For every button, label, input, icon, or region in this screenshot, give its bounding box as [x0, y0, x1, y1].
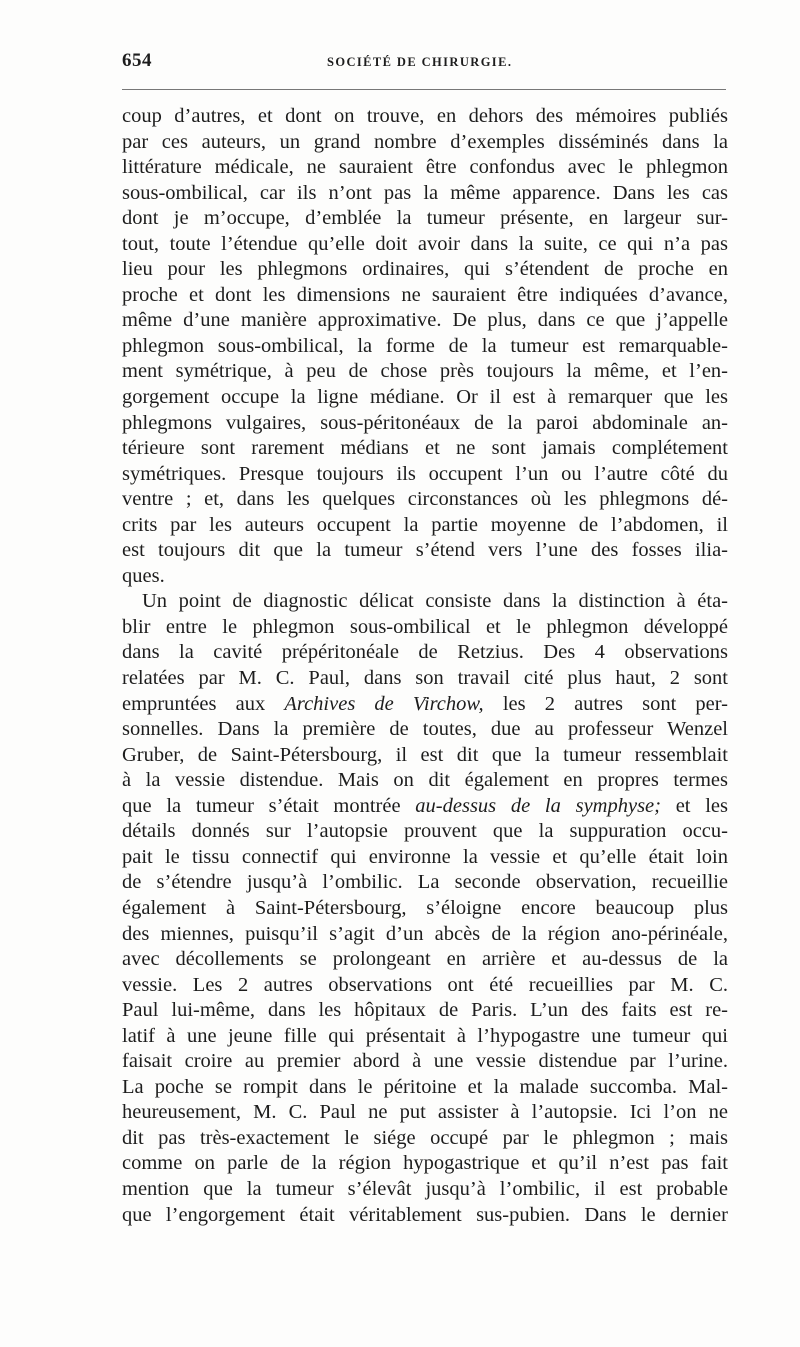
- italic-phrase: au-dessus de la symphyse;: [415, 794, 661, 817]
- header-rule: [122, 89, 726, 90]
- text-line: gorgement occupe la ligne médiane. Or il est à remarquer que les: [122, 386, 728, 409]
- text-line: phlegmon sous-ombilical, la forme de la tumeur est remarquable-: [122, 334, 728, 357]
- text-line: également à Saint-Pétersbourg, s’éloigne encore beaucoup plus: [122, 896, 728, 919]
- text-line: à la vessie distendue. Mais on dit également en propres termes: [122, 769, 728, 792]
- text-line: sous-ombilical, car ils n’ont pas la même apparence. Dans les cas: [122, 181, 728, 204]
- text-line: faisait croire au premier abord à une vessie distendue par l’urine.: [122, 1050, 728, 1073]
- text-line-with-italic: [122, 794, 728, 820]
- text-line: symétriques. Presque toujours ils occupent l’un ou l’autre côté du: [122, 462, 728, 485]
- text-line: vessie. Les 2 autres observations ont été recueillies par M. C.: [122, 973, 728, 996]
- text-line: dans la cavité prépéritonéale de Retzius. Des 4 observations: [122, 641, 728, 664]
- text-line: relatées par M. C. Paul, dans son travail cité plus haut, 2 sont: [122, 667, 728, 690]
- text-line: La poche se rompit dans le péritoine et la malade succomba. Mal-: [122, 1075, 728, 1098]
- text-line: est toujours dit que la tumeur s’étend vers l’une des fosses ilia-: [122, 539, 728, 562]
- text-segment: que la tumeur s’était montrée: [122, 794, 401, 817]
- paragraph-end-line: ques.: [122, 564, 165, 587]
- text-line: blir entre le phlegmon sous-ombilical et le phlegmon développé: [122, 615, 728, 638]
- text-line: latif à une jeune fille qui présentait à l’hypogastre une tumeur qui: [122, 1024, 728, 1047]
- text-line: de s’étendre jusqu’à l’ombilic. La seconde observation, recueillie: [122, 871, 728, 894]
- text-line: même d’une manière approximative. De plus, dans ce que j’appelle: [122, 309, 728, 332]
- text-segment: empruntées aux: [122, 692, 266, 715]
- paragraph-start-line: Un point de diagnostic délicat consiste dans la distinction à éta-: [142, 590, 728, 613]
- text-line: coup d’autres, et dont on trouve, en dehors des mémoires publiés: [122, 105, 728, 127]
- text-line: Gruber, de Saint-Pétersbourg, il est dit que la tumeur ressemblait: [122, 743, 728, 766]
- text-line: avec décollements se prolongeant en arrière et au-dessus de la: [122, 948, 728, 971]
- text-segment: et les: [675, 794, 728, 817]
- running-head: SOCIÉTÉ DE CHIRURGIE.: [327, 55, 513, 69]
- text-line: sonnelles. Dans la première de toutes, due au professeur Wenzel: [122, 718, 728, 741]
- text-line: que l’engorgement était véritablement sus-pubien. Dans le dernier: [122, 1203, 728, 1226]
- text-line: mention que la tumeur s’élevât jusqu’à l’ombilic, il est probable: [122, 1177, 728, 1200]
- text-line: des miennes, puisqu’il s’agit d’un abcès de la région ano-périnéale,: [122, 922, 728, 945]
- text-line: heureusement, M. C. Paul ne put assister à l’autopsie. Ici l’on ne: [122, 1101, 728, 1124]
- page-header: [122, 50, 728, 80]
- text-segment: les 2 autres sont per-: [502, 692, 729, 715]
- text-line: tout, toute l’étendue qu’elle doit avoir dans la suite, ce qui n’a pas: [122, 232, 728, 255]
- text-line: proche et dont les dimensions ne sauraient être indiquées d’avance,: [122, 283, 728, 306]
- text-line: comme on parle de la région hypogastrique et qu’il n’est pas fait: [122, 1152, 728, 1175]
- text-line-with-italic: [122, 692, 728, 718]
- text-line: pait le tissu connectif qui environne la vessie et qu’elle était loin: [122, 845, 728, 868]
- text-line: lieu pour les phlegmons ordinaires, qui s’étendent de proche en: [122, 258, 728, 281]
- text-line: ventre ; et, dans les quelques circonstances où les phlegmons dé-: [122, 488, 728, 511]
- text-line: ment symétrique, à peu de chose près toujours la même, et l’en-: [122, 360, 728, 383]
- text-line: dont je m’occupe, d’emblée la tumeur présente, en largeur sur-: [122, 207, 728, 230]
- text-line: phlegmons vulgaires, sous-péritonéaux de la paroi abdominale an-: [122, 411, 728, 434]
- text-line: dit pas très-exactement le siége occupé par le phlegmon ; mais: [122, 1126, 728, 1149]
- text-line: Paul lui-même, dans les hôpitaux de Paris. L’un des faits est re-: [122, 999, 728, 1022]
- text-line: crits par les auteurs occupent la partie moyenne de l’abdomen, il: [122, 513, 728, 536]
- italic-citation: Archives de Virchow,: [284, 692, 484, 715]
- text-line: littérature médicale, ne sauraient être confondus avec le phlegmon: [122, 156, 728, 179]
- text-line: par ces auteurs, un grand nombre d’exemples disséminés dans la: [122, 130, 728, 153]
- text-line: détails donnés sur l’autopsie prouvent que la suppuration occu-: [122, 820, 728, 843]
- text-line: térieure sont rarement médians et ne sont jamais complétement: [122, 437, 728, 460]
- body-text: [122, 104, 728, 1228]
- page-number: 654: [122, 50, 152, 71]
